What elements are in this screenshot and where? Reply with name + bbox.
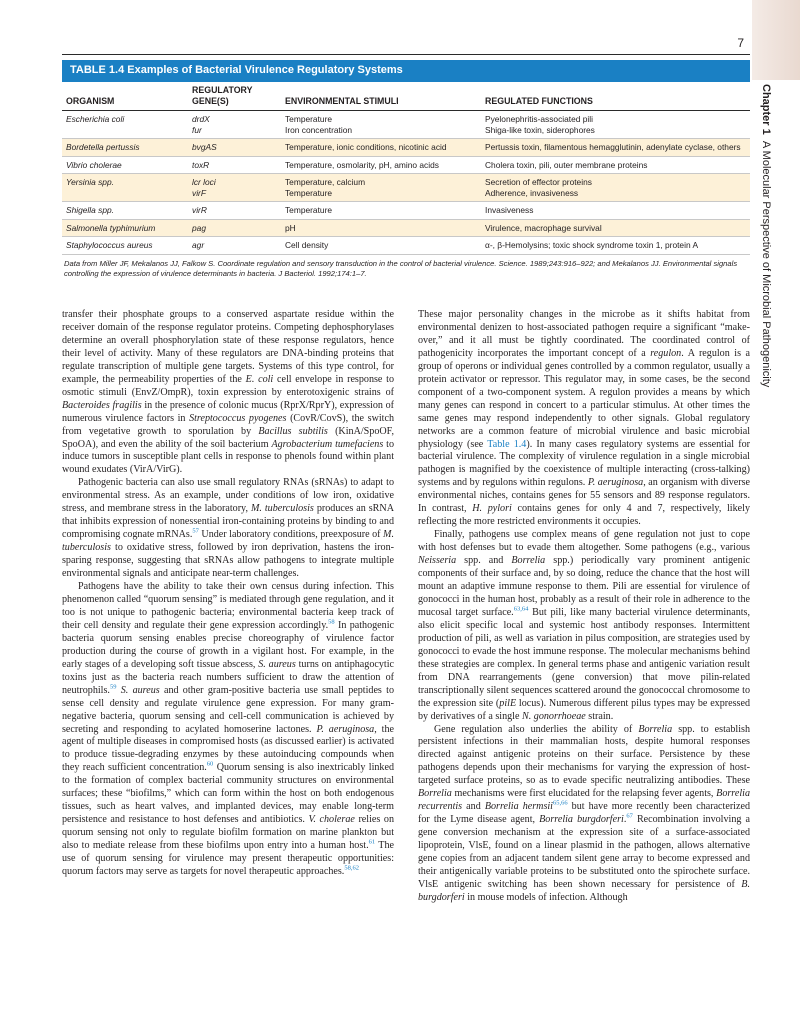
body-paragraph: Pathogenic bacteria can also use small regulatory RNAs (sRNAs) to adapt to environmental stress. As an example, under conditions of low iron, oxidative stress, and membrane stress in the laboratory, M. tuberculosis produces an sRNA that inhibits expression of nonessential iron-containing proteins by binding to and compromising cognate mRNAs.$^{57}$ Under laboratory conditions, preexposure of M. tuberculosis to oxidative stress, followed by iron deprivation, hastens the iron-sparing response, suggesting that sRNAs allow pathogens to integrate multiple environmental signals and anticipate near-term challenges.: [62, 477, 394, 580]
table-row: [62, 219, 750, 237]
cell-organism: Yersinia spp.: [62, 174, 188, 202]
body-column-right: [418, 309, 750, 905]
cell-functions: Pyelonephritis-associated pili Shiga-like toxin, siderophores: [481, 111, 750, 139]
table: [62, 82, 750, 255]
body-paragraph: transfer their phosphate groups to a conserved aspartate residue within the receiver domain of the response regulator proteins. Competing dephosphorylases determine an overall phosphorylation state of these response regulators, hence their level of activity. Many of these regulators are DNA-binding proteins that regulate transcription of multiple gene targets. Systems of this type control, for example, the permeability properties of the E. coli cell envelope in response to osmotic stimuli (EnvZ/OmpR), toxin expression by enterotoxigenic strains of Bacteroides fragilis in the presence of colonic mucus (RprX/RprY), expression of numerous virulence factors in Streptococcus pyogenes (CovR/CovS), the switch from vegetative growth to sporulation by Bacillus subtilis (KinA/SpoOF, SpoOA), and even the ability of the soil bacterium Agrobacterium tumefaciens to induce tumors in susceptible plant cells in response to phenols found within plant wound exudates (VirA/VirG).: [62, 309, 395, 476]
cell-functions: Invasiveness: [481, 202, 750, 220]
cell-stimuli: Temperature, osmolarity, pH, amino acids: [281, 156, 481, 174]
page-number: 7: [737, 36, 744, 50]
cell-organism: Staphylococcus aureus: [62, 237, 188, 255]
table-row: [62, 174, 750, 202]
cell-genes: drdX fur: [188, 111, 281, 139]
virulence-table: [62, 60, 750, 283]
cell-functions: α-, β-Hemolysins; toxic shock syndrome toxin 1, protein A: [481, 237, 750, 255]
cell-organism: Shigella spp.: [62, 202, 188, 220]
cell-stimuli: Temperature, calcium Temperature: [281, 174, 481, 202]
running-head-title: A Molecular Perspective of Microbial Pathogenicity: [760, 140, 772, 388]
cell-stimuli: pH: [281, 219, 481, 237]
cell-stimuli: Temperature: [281, 202, 481, 220]
cell-genes: pag: [188, 219, 281, 237]
cell-organism: Salmonella typhimurium: [62, 219, 188, 237]
table-row: [62, 111, 750, 139]
table-row: [62, 139, 750, 157]
top-rule: [62, 54, 750, 55]
cell-genes: lcr loci virF: [188, 174, 281, 202]
header-genes-text: REGULATORY GENE(S): [192, 85, 253, 106]
table-body: [62, 111, 750, 255]
cell-organism: Vibrio cholerae: [62, 156, 188, 174]
header-organism: ORGANISM: [62, 82, 188, 111]
table-header-row: [62, 82, 750, 111]
cell-genes: toxR: [188, 156, 281, 174]
body-paragraph: Pathogens have the ability to take their own census during infection. This phenomenon called “quorum sensing” is mediated through gene regulation, and it too is not unique to pathogenic bacteria; environmental bacteria keep track of their cell density and regulate their gene expression accordingly.$^{58}$ In pathogenic bacteria quorum sensing enables precise choreography of virulence factor production during the course of growth in a vigilant host. For example, in the early stages of a developing soft tissue abscess, S. aureus turns on antiphagocytic toxins just as the bacteria reach numbers sufficient to draw the attention of neutrophils.$^{59}$ S. aureus and other gram-positive bacteria use small peptides to sense cell density and regulate virulence gene expression. For many gram-negative bacteria, quorum sensing and cell-cell communication is achieved by secreting and responding to acylated homoserine lactones. P. aeruginosa, the agent of multiple diseases in compromised hosts (as discussed earlier) is activated to produce tissue-degrading enzymes by these autoinducing compounds when they reach sufficient concentration.$^{60}$ Quorum sensing is also inextricably linked to the formation of complex bacterial community structures on environmental surfaces; these “biofilms,” which can form within the host on both endogenous tissues, such as heart valves, and implanted devices, may enable long-term persistence and resistance to host defenses and antibiotics. V. cholerae relies on quorum sensing not only to regulate biofilm formation on marine plankton but also to mediate release from these biofilms upon entry into a human host.$^{61}$ The use of quorum sensing for virulence may present therapeutic opportunities: quorum factors may serve as targets for novel therapeutic approaches.$^{58,62}$: [62, 581, 394, 877]
running-head-text: [760, 84, 772, 387]
body-paragraph: These major personality changes in the microbe as it shifts habitat from environmental denizen to host-associated pathogen require a significant “make-over,” and it all must be tightly coordinated. The coordinated control of pathogenicity incorporates the important concept of a regulon. A regulon is a group of operons or individual genes controlled by a common regulator, usually a protein activator or repressor. This regulator may, in some cases, be the second component of a two-component system. A regulon provides a means by which many genes can respond in concert to a particular stimulus. At other times the same genes may respond independently to other signals. Global regulatory networks are a common feature of microbial virulence and basic microbial physiology (see Table 1.4). In many cases regulatory systems are essential for bacterial virulence. The complexity of virulence regulation in a single microbial pathogen is magnified by the coexistence of multiple interacting (cross-talking) systems and by regulons within regulons. P. aeruginosa, an organism with diverse environmental niches, contains genes for 55 sensors and 89 response regulators. In contrast, H. pylori contains genes for only 4 and 7, respectively, likely reflecting the more restricted environments it occupies.: [418, 309, 750, 528]
table-note: Data from Miller JF, Mekalanos JJ, Falkow S. Coordinate regulation and sensory transduction in the control of bacterial virulence. Science. 1989;243:916–922; and Mekalanos JJ. Environmental signals controlling the expression of virulence determinants in bacteria. J Bacteriol. 1992;174:1–7.: [64, 258, 738, 278]
cell-genes: virR: [188, 202, 281, 220]
cell-stimuli: Temperature, ionic conditions, nicotinic acid: [281, 139, 481, 157]
table-title: TABLE 1.4 Examples of Bacterial Virulence Regulatory Systems: [62, 60, 750, 82]
header-genes: [188, 82, 281, 111]
cell-functions: Pertussis toxin, filamentous hemagglutinin, adenylate cyclase, others: [481, 139, 750, 157]
corner-shade: [752, 0, 800, 80]
cell-organism: Escherichia coli: [62, 111, 188, 139]
table-row: [62, 156, 750, 174]
cell-functions: Virulence, macrophage survival: [481, 219, 750, 237]
cell-genes: agr: [188, 237, 281, 255]
table-row: [62, 202, 750, 220]
table-row: [62, 237, 750, 255]
header-stimuli: ENVIRONMENTAL STIMULI: [281, 82, 481, 111]
running-head: [752, 84, 780, 388]
cell-stimuli: Temperature Iron concentration: [281, 111, 481, 139]
cell-stimuli: Cell density: [281, 237, 481, 255]
cell-organism: Bordetella pertussis: [62, 139, 188, 157]
cell-functions: Cholera toxin, pili, outer membrane proteins: [481, 156, 750, 174]
body-paragraph: Gene regulation also underlies the ability of Borrelia spp. to establish persistent infections in their mammalian hosts, despite humoral responses directed against antigenic proteins on their surface. Persistence by these pathogens depends upon their mechanisms for varying the expression of host-targeted surface proteins, so as to evade specific neutralizing antibodies. These Borrelia mechanisms were first elucidated for the relapsing fever agents, Borrelia recurrentis and Borrelia hermsii$^{65,66}$ but have more recently been characterized for the Lyme disease agent, Borrelia burgdorferi.$^{67}$ Recombination involving a gene conversion mechanism at the expression site of a surface-associated lipoprotein, VlsE, found on a linear plasmid in the pathogen, allows alternative gene copies from an adjacent tandem silent gene array to become expressed and their antigenically variable proteins to be substituted onto the spirochete surface. VlsE antigenic switching has been shown necessary for persistence of B. burgdorferi in mouse models of infection. Although: [418, 723, 751, 903]
header-functions: REGULATED FUNCTIONS: [481, 82, 750, 111]
cell-functions: Secretion of effector proteins Adherence, invasiveness: [481, 174, 750, 202]
cell-genes: bvgAS: [188, 139, 281, 157]
body-column-left: [62, 309, 394, 879]
running-head-chapter: Chapter 1: [760, 84, 772, 135]
body-paragraph: Finally, pathogens use complex means of gene regulation not just to cope with host defenses but to evade them altogether. Some pathogens (e.g., various Neisseria spp. and Borrelia spp.) periodically vary prominent antigenic components of their surface and, by so doing, reduce the chance that the host will mount an adaptive immune response to them. Pili are essential for virulence of gonococci in the human host, probably as a result of their role in adherence to the mucosal target surface.$^{63,64}$ But pili, like many bacterial virulence determinants, also elicit specific local and systemic host antibody responses. Intermittent production of pili, as well as variation in pilus composition, are strategies used by gonococci to evade the host immune response. The molecular mechanisms behind these strategies are complex. In general terms phase and antigenic variation result from DNA rearrangements (gene conversion) that move pilin-related transcriptionally silent sequences scattered around the gonococcal chromosome to the expression site (pilE locus). Numerous different pilus types may be expressed by derivatives of a single N. gonorrhoeae strain.: [418, 529, 751, 722]
